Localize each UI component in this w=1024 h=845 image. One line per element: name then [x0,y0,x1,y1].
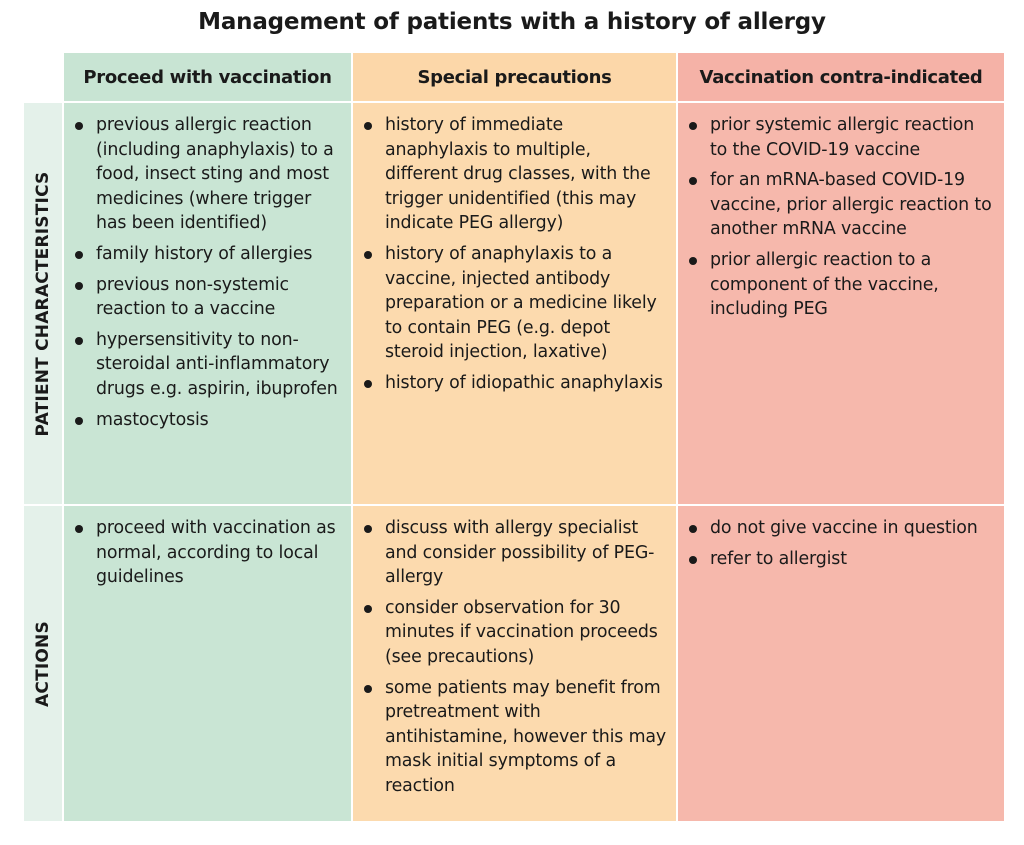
list-item: history of idiopathic anaphylaxis [363,371,668,396]
row-header-actions [24,506,62,821]
list-item: refer to allergist [688,547,996,572]
list-item: do not give vaccine in question [688,516,996,541]
list-item: prior allergic reaction to a component of the vaccine, including PEG [688,248,996,322]
cell-characteristics-contraindicated [678,103,1004,504]
bullet-list [688,516,996,571]
cell-actions-precautions [353,506,676,821]
bullet-list [363,516,668,799]
row-header-label: ACTIONS [33,620,53,707]
list-item: history of immediate anaphylaxis to multiple, different drug classes, with the trigger unidentified (this may indicate PEG allergy) [363,113,668,236]
table-corner [24,53,62,101]
list-item: hypersensitivity to non-steroidal anti-inflammatory drugs e.g. aspirin, ibuprofen [74,328,343,402]
cell-actions-contraindicated [678,506,1004,821]
row-header-label: PATIENT CHARACTERISTICS [33,170,53,437]
list-item: proceed with vaccination as normal, according to local guidelines [74,516,343,590]
column-header-precautions: Special precautions [353,53,676,101]
list-item: discuss with allergy specialist and consider possibility of PEG-allergy [363,516,668,590]
bullet-list [688,113,996,322]
bullet-list [74,516,343,590]
list-item: prior systemic allergic reaction to the COVID-19 vaccine [688,113,996,162]
row-header-patient-characteristics [24,103,62,504]
list-item: for an mRNA-based COVID-19 vaccine, prior allergic reaction to another mRNA vaccine [688,168,996,242]
allergy-management-table [24,53,1004,821]
list-item: consider observation for 30 minutes if vaccination proceeds (see precautions) [363,596,668,670]
cell-actions-proceed [64,506,351,821]
list-item: history of anaphylaxis to a vaccine, injected antibody preparation or a medicine likely to contain PEG (e.g. depot steroid injection, laxative) [363,242,668,365]
column-header-contraindicated: Vaccination contra-indicated [678,53,1004,101]
cell-characteristics-precautions [353,103,676,504]
list-item: previous allergic reaction (including anaphylaxis) to a food, insect sting and most medicines (where trigger has been identified) [74,113,343,236]
bullet-list [74,113,343,432]
list-item: some patients may benefit from pretreatment with antihistamine, however this may mask initial symptoms of a reaction [363,676,668,799]
list-item: family history of allergies [74,242,343,267]
cell-characteristics-proceed [64,103,351,504]
list-item: mastocytosis [74,408,343,433]
bullet-list [363,113,668,396]
list-item: previous non-systemic reaction to a vaccine [74,273,343,322]
column-header-proceed: Proceed with vaccination [64,53,351,101]
page-title: Management of patients with a history of allergy [198,9,826,35]
